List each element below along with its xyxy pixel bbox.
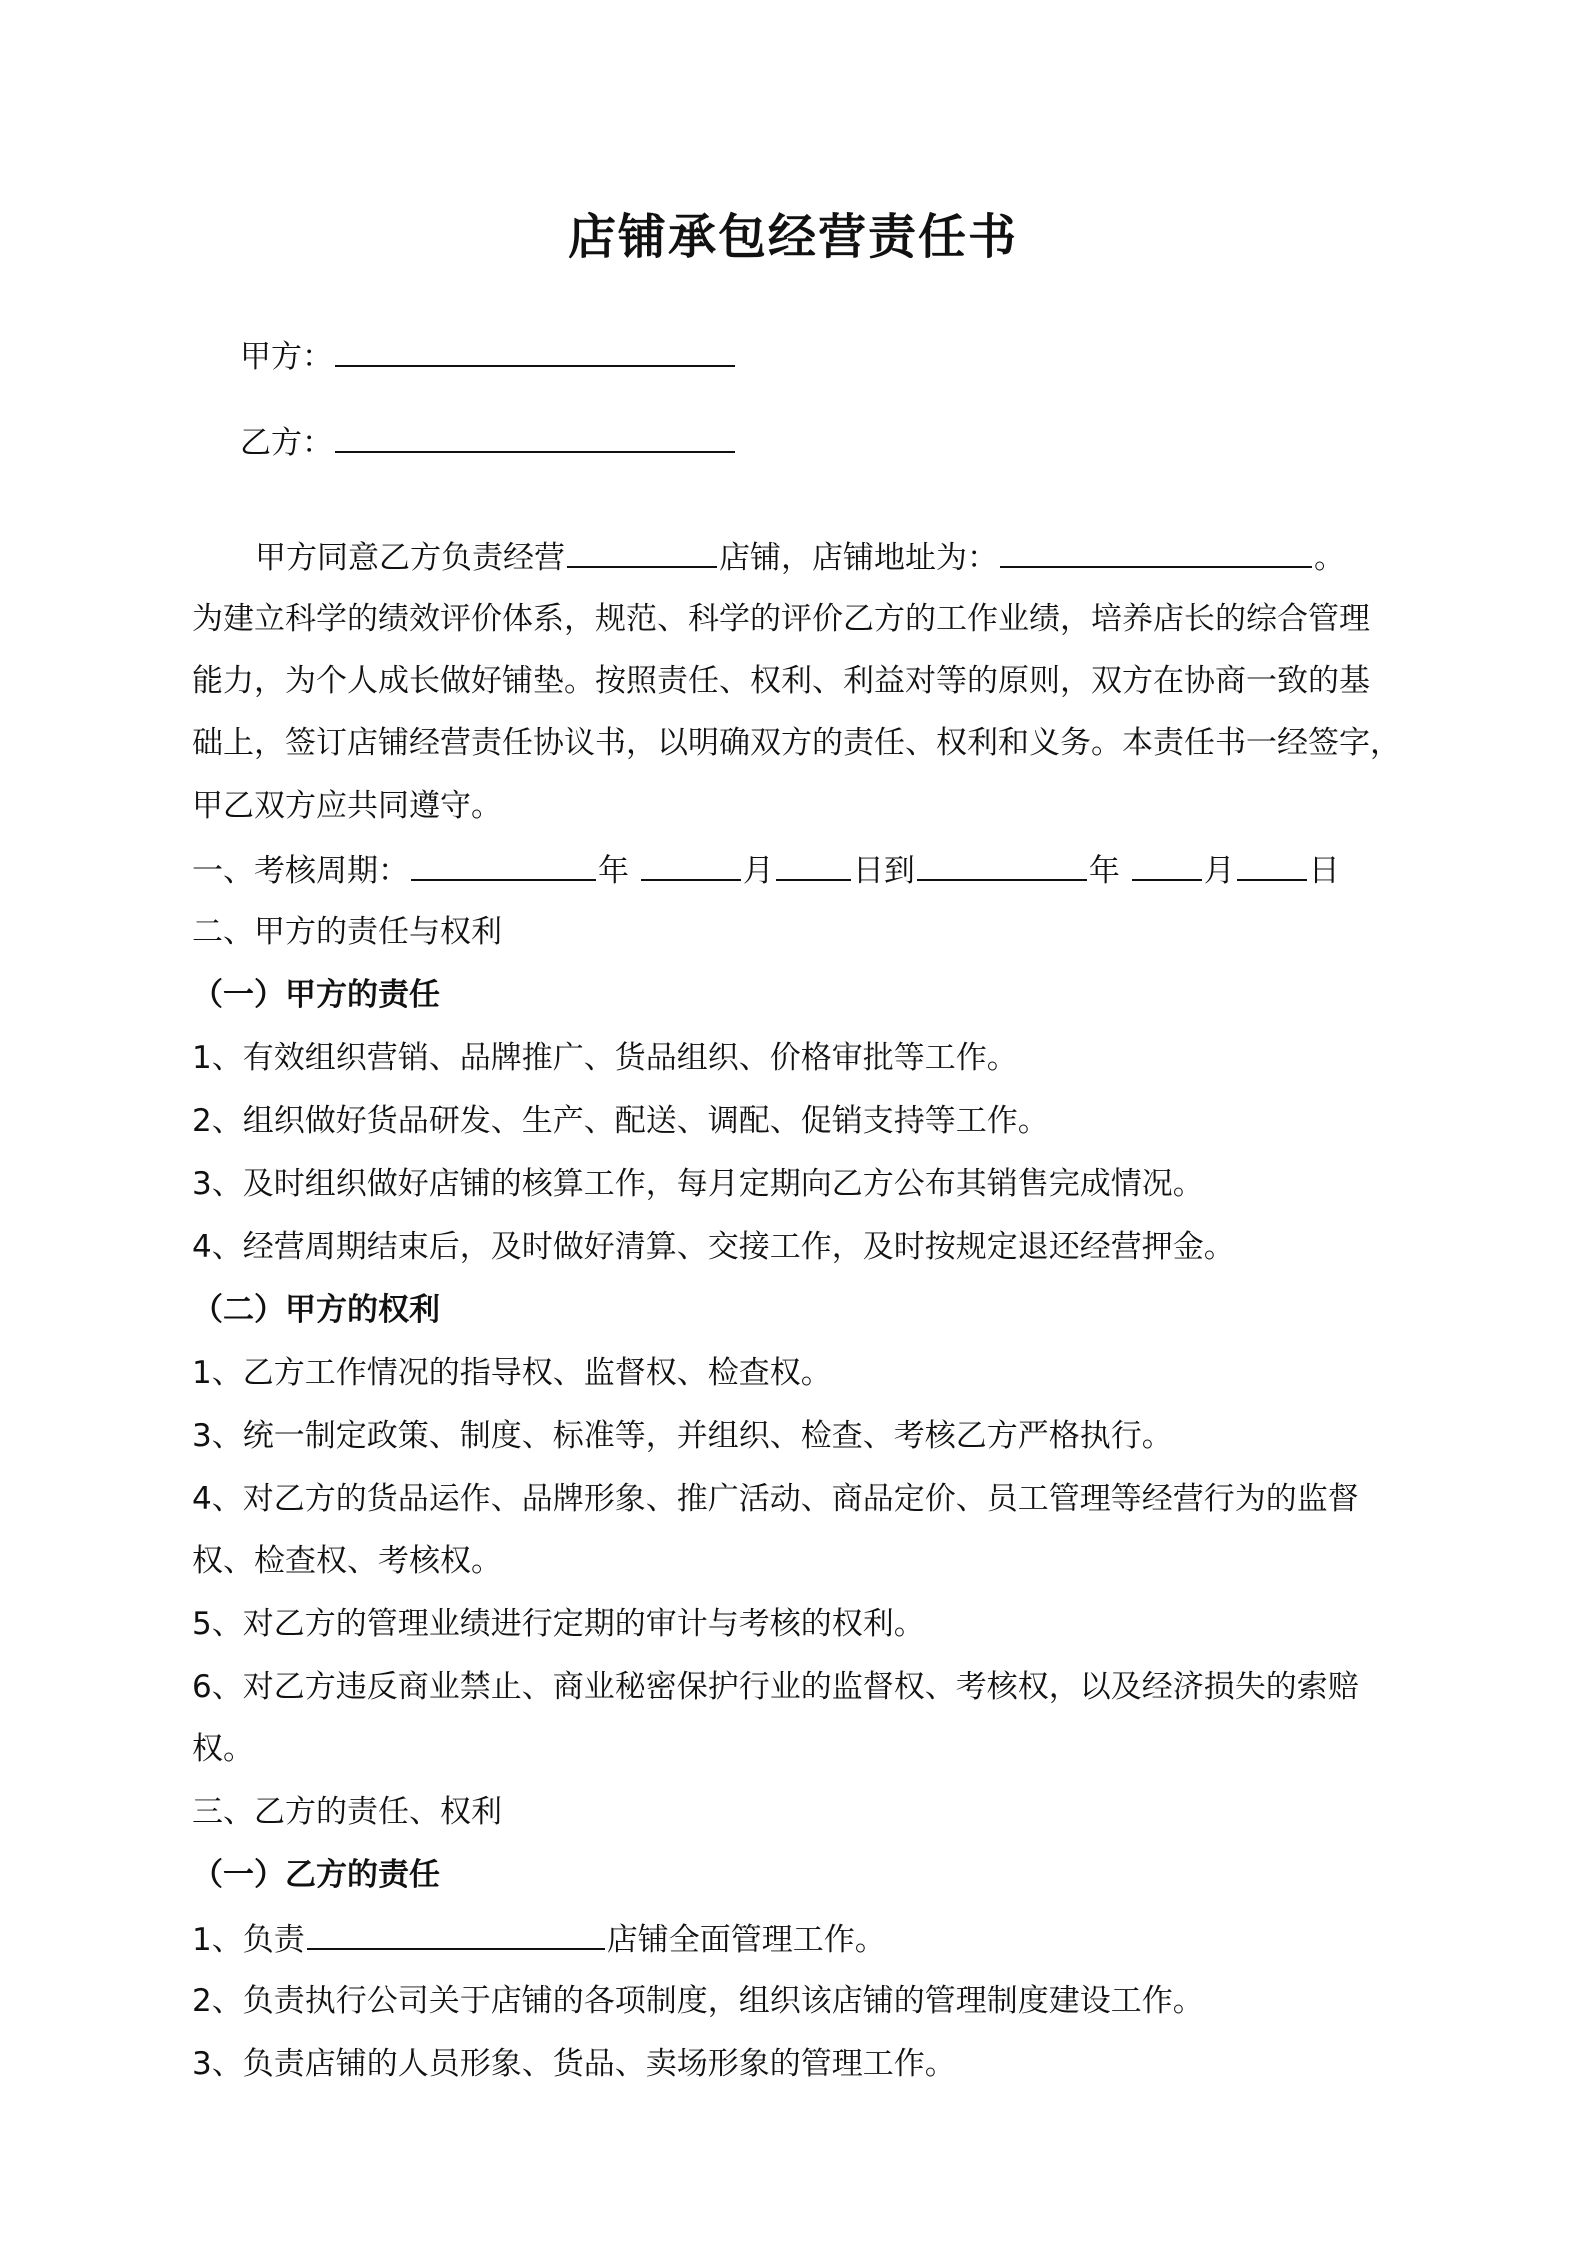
intro-line-3: 能力，为个人成长做好铺垫。按照责任、权利、利益对等的原则，双方在协商一致的基 (192, 663, 1370, 699)
section-3-1-heading: （一）乙方的责任 (192, 1857, 440, 1893)
assessment-period-line (192, 849, 1396, 891)
start-day-blank[interactable] (776, 849, 851, 881)
list-item: 5、对乙方的管理业绩进行定期的审计与考核的权利。 (192, 1606, 925, 1642)
list-item-continuation: 权、检查权、考核权。 (192, 1543, 502, 1579)
list-item: 1、乙方工作情况的指导权、监督权、检查权。 (192, 1355, 832, 1391)
list-item: 2、负责执行公司关于店铺的各项制度，组织该店铺的管理制度建设工作。 (192, 1983, 1204, 2019)
intro-line-5: 甲乙双方应共同遵守。 (192, 788, 502, 824)
responsible-store-blank[interactable] (307, 1918, 605, 1950)
list-item: 2、组织做好货品研发、生产、配送、调配、促销支持等工作。 (192, 1103, 1049, 1139)
period-year-2: 年 (1088, 853, 1120, 889)
end-month-blank[interactable] (1132, 849, 1202, 881)
intro-text-a: 甲方同意乙方负责经营 (255, 540, 565, 576)
list-item-continuation: 权。 (192, 1731, 254, 1767)
end-day-blank[interactable] (1237, 849, 1307, 881)
party-b-label: 乙方： (240, 425, 333, 461)
list-item-text-b: 店铺全面管理工作。 (606, 1922, 886, 1958)
intro-line-4: 础上，签订店铺经营责任协议书，以明确双方的责任、权利和义务。本责任书一经签字， (192, 725, 1401, 761)
start-year-blank[interactable] (411, 849, 596, 881)
store-name-blank[interactable] (567, 536, 717, 568)
list-item: 3、及时组织做好店铺的核算工作，每月定期向乙方公布其销售完成情况。 (192, 1166, 1204, 1202)
period-day-to: 日到 (852, 853, 915, 889)
party-a-label: 甲方： (240, 339, 333, 375)
party-b-blank[interactable] (335, 421, 735, 453)
section-2-1-heading: （一）甲方的责任 (192, 977, 440, 1013)
party-b-line (240, 421, 737, 463)
list-item: 6、对乙方违反商业禁止、商业秘密保护行业的监督权、考核权，以及经济损失的索赔 (192, 1669, 1359, 1705)
period-year: 年 (598, 853, 629, 889)
intro-text-c: 。 (1314, 540, 1345, 576)
intro-line-2: 为建立科学的绩效评价体系，规范、科学的评价乙方的工作业绩，培养店长的综合管理 (192, 601, 1370, 637)
document-title: 店铺承包经营责任书 (567, 209, 1018, 265)
party-a-blank[interactable] (335, 335, 735, 367)
list-item (192, 1918, 1396, 1960)
store-address-blank[interactable] (1000, 536, 1312, 568)
intro-line-1 (255, 536, 1396, 578)
list-item: 3、负责店铺的人员形象、货品、卖场形象的管理工作。 (192, 2046, 956, 2082)
section-2-2-heading: （二）甲方的权利 (192, 1292, 440, 1328)
party-a-line (240, 335, 737, 377)
list-item: 4、经营周期结束后，及时做好清算、交接工作，及时按规定退还经营押金。 (192, 1229, 1235, 1265)
period-label: 一、考核周期： (192, 853, 409, 889)
start-month-blank[interactable] (641, 849, 741, 881)
period-month-2: 月 (1203, 853, 1235, 889)
period-month: 月 (742, 853, 774, 889)
period-day-2: 日 (1308, 853, 1340, 889)
list-item: 4、对乙方的货品运作、品牌形象、推广活动、商品定价、员工管理等经营行为的监督 (192, 1481, 1359, 1517)
end-year-blank[interactable] (917, 849, 1087, 881)
list-item: 3、统一制定政策、制度、标准等，并组织、检查、考核乙方严格执行。 (192, 1418, 1173, 1454)
section-2-heading: 二、甲方的责任与权利 (192, 914, 502, 950)
list-item: 1、有效组织营销、品牌推广、货品组织、价格审批等工作。 (192, 1040, 1018, 1076)
intro-text-b: 店铺，店铺地址为： (719, 540, 998, 576)
list-item-text-a: 1、负责 (192, 1922, 305, 1958)
section-3-heading: 三、乙方的责任、权利 (192, 1794, 502, 1830)
